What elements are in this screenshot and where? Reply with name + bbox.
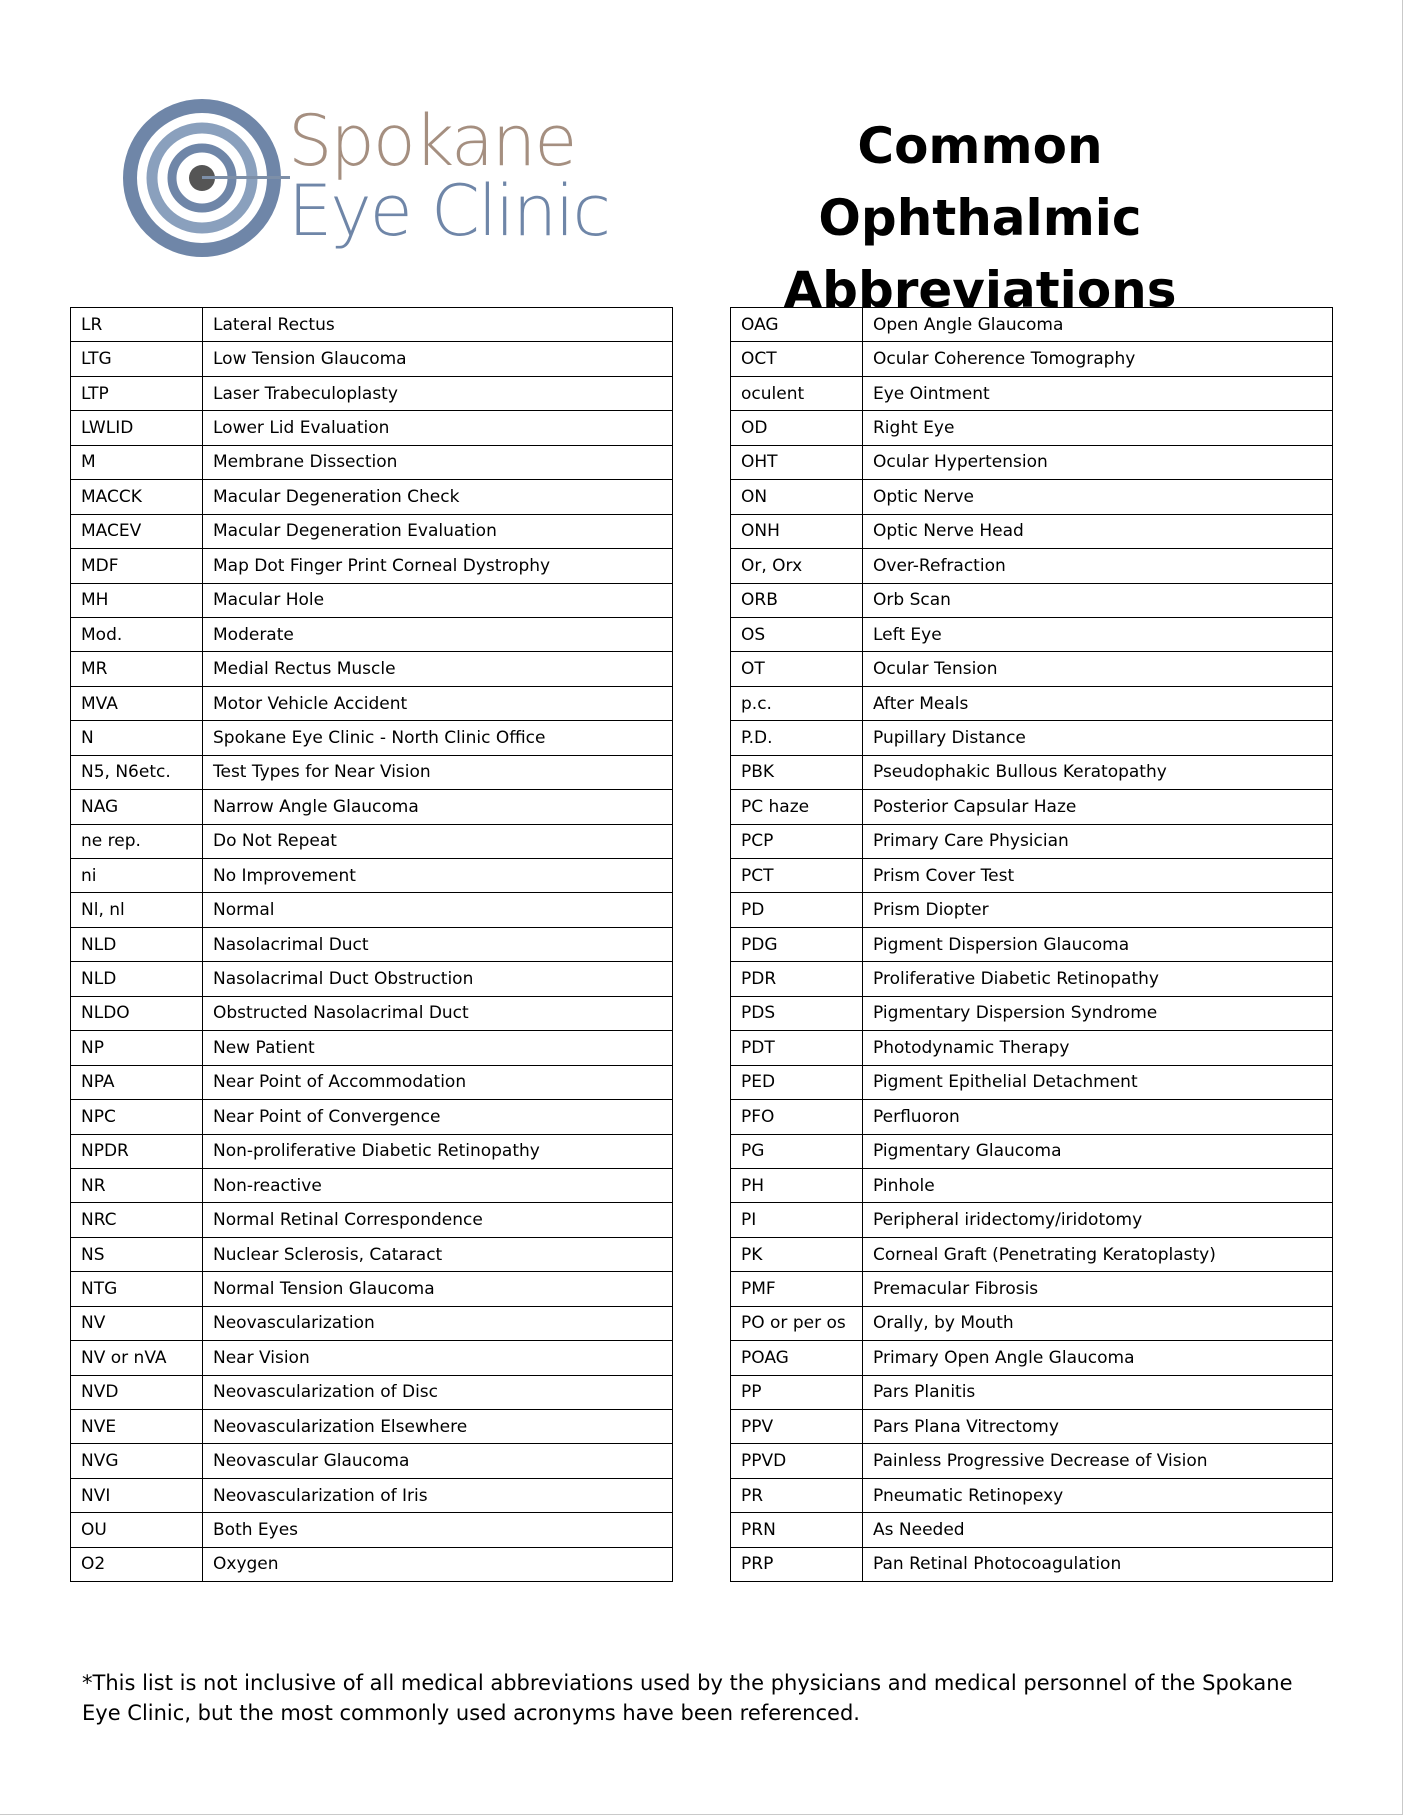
- table-row: [71, 411, 673, 445]
- table-row: [731, 1237, 1333, 1271]
- abbreviation-meaning: Open Angle Glaucoma: [863, 308, 1333, 342]
- abbreviation-code: OS: [731, 617, 863, 651]
- abbreviation-code: NR: [71, 1168, 203, 1202]
- abbreviation-meaning: Over-Refraction: [863, 549, 1333, 583]
- table-row: [731, 721, 1333, 755]
- logo-text-spokane: Spokane: [288, 100, 576, 182]
- abbreviation-meaning: After Meals: [863, 686, 1333, 720]
- abbreviation-meaning: Pars Planitis: [863, 1375, 1333, 1409]
- abbreviation-code: p.c.: [731, 686, 863, 720]
- table-row: [731, 411, 1333, 445]
- abbreviation-meaning: Neovascularization of Disc: [203, 1375, 673, 1409]
- table-row: [731, 1272, 1333, 1306]
- logo-text-eye-clinic: Eye Clinic: [288, 170, 610, 252]
- table-row: [731, 1341, 1333, 1375]
- table-row: [71, 583, 673, 617]
- table-row: [71, 893, 673, 927]
- abbreviation-code: Or, Orx: [731, 549, 863, 583]
- abbreviation-code: PDG: [731, 927, 863, 961]
- abbreviation-meaning: Motor Vehicle Accident: [203, 686, 673, 720]
- table-row: [731, 1478, 1333, 1512]
- abbreviation-code: OAG: [731, 308, 863, 342]
- abbreviation-meaning: Near Point of Accommodation: [203, 1065, 673, 1099]
- table-row: [71, 824, 673, 858]
- abbreviation-code: LTG: [71, 342, 203, 376]
- abbreviation-meaning: Both Eyes: [203, 1513, 673, 1547]
- abbreviation-meaning: Pigment Epithelial Detachment: [863, 1065, 1333, 1099]
- table-row: [731, 927, 1333, 961]
- abbreviation-code: PG: [731, 1134, 863, 1168]
- abbreviation-code: PPV: [731, 1410, 863, 1444]
- abbreviation-code: oculent: [731, 376, 863, 410]
- table-row: [731, 1065, 1333, 1099]
- abbreviation-code: NVI: [71, 1478, 203, 1512]
- table-row: [731, 1168, 1333, 1202]
- table-row: [731, 1031, 1333, 1065]
- table-row: [71, 1031, 673, 1065]
- abbreviation-meaning: Pigmentary Dispersion Syndrome: [863, 996, 1333, 1030]
- abbreviation-meaning: Obstructed Nasolacrimal Duct: [203, 996, 673, 1030]
- abbreviation-meaning: Perfluoron: [863, 1100, 1333, 1134]
- abbreviation-meaning: No Improvement: [203, 859, 673, 893]
- abbreviation-meaning: Left Eye: [863, 617, 1333, 651]
- abbreviation-code: MACCK: [71, 480, 203, 514]
- abbreviation-meaning: Do Not Repeat: [203, 824, 673, 858]
- abbreviation-code: LTP: [71, 376, 203, 410]
- abbreviation-meaning: Neovascularization of Iris: [203, 1478, 673, 1512]
- abbreviation-meaning: Orb Scan: [863, 583, 1333, 617]
- abbreviation-meaning: Lower Lid Evaluation: [203, 411, 673, 445]
- table-row: [731, 1547, 1333, 1581]
- abbreviation-code: Mod.: [71, 617, 203, 651]
- table-row: [71, 1375, 673, 1409]
- abbreviation-code: NLD: [71, 927, 203, 961]
- abbreviation-meaning: Oxygen: [203, 1547, 673, 1581]
- table-row: [71, 1203, 673, 1237]
- abbreviation-code: PRP: [731, 1547, 863, 1581]
- abbreviation-code: NS: [71, 1237, 203, 1271]
- abbreviation-code: NV: [71, 1306, 203, 1340]
- table-row: [71, 1100, 673, 1134]
- abbreviation-meaning: Test Types for Near Vision: [203, 755, 673, 789]
- table-row: [71, 514, 673, 548]
- table-row: [731, 824, 1333, 858]
- abbreviation-code: PFO: [731, 1100, 863, 1134]
- table-row: [71, 686, 673, 720]
- abbreviation-meaning: Painless Progressive Decrease of Vision: [863, 1444, 1333, 1478]
- abbreviation-code: PCP: [731, 824, 863, 858]
- abbreviation-code: PR: [731, 1478, 863, 1512]
- table-row: [71, 342, 673, 376]
- abbreviation-code: OD: [731, 411, 863, 445]
- table-row: [71, 480, 673, 514]
- abbreviation-meaning: Pan Retinal Photocoagulation: [863, 1547, 1333, 1581]
- table-row: [731, 1100, 1333, 1134]
- table-row: [71, 1410, 673, 1444]
- abbreviation-meaning: Macular Hole: [203, 583, 673, 617]
- abbreviation-meaning: Normal Tension Glaucoma: [203, 1272, 673, 1306]
- abbreviation-code: NPDR: [71, 1134, 203, 1168]
- abbreviation-meaning: Neovascularization Elsewhere: [203, 1410, 673, 1444]
- abbreviation-code: PPVD: [731, 1444, 863, 1478]
- abbreviation-meaning: Right Eye: [863, 411, 1333, 445]
- table-row: [731, 583, 1333, 617]
- table-row: [71, 1513, 673, 1547]
- abbreviation-code: NRC: [71, 1203, 203, 1237]
- abbreviation-code: NTG: [71, 1272, 203, 1306]
- table-row: [731, 480, 1333, 514]
- abbreviation-code: N5, N6etc.: [71, 755, 203, 789]
- table-row: [731, 1513, 1333, 1547]
- abbreviation-code: PH: [731, 1168, 863, 1202]
- table-row: [731, 859, 1333, 893]
- abbreviation-meaning: Pigmentary Glaucoma: [863, 1134, 1333, 1168]
- abbreviation-meaning: Neovascularization: [203, 1306, 673, 1340]
- abbreviation-meaning: Macular Degeneration Evaluation: [203, 514, 673, 548]
- abbreviation-table-right: [730, 307, 1333, 1582]
- abbreviation-code: PP: [731, 1375, 863, 1409]
- abbreviation-meaning: Nuclear Sclerosis, Cataract: [203, 1237, 673, 1271]
- table-row: [71, 1306, 673, 1340]
- abbreviation-meaning: Neovascular Glaucoma: [203, 1444, 673, 1478]
- table-row: [71, 790, 673, 824]
- abbreviation-code: NVG: [71, 1444, 203, 1478]
- footnote: *This list is not inclusive of all medical abbreviations used by the physicians and medical personnel of the Spokane Eye Clinic, but the most commonly used acronyms have been referenced.: [82, 1671, 1293, 1725]
- abbreviation-code: LWLID: [71, 411, 203, 445]
- abbreviation-code: PMF: [731, 1272, 863, 1306]
- abbreviation-meaning: Pigment Dispersion Glaucoma: [863, 927, 1333, 961]
- abbreviation-code: P.D.: [731, 721, 863, 755]
- abbreviation-meaning: Eye Ointment: [863, 376, 1333, 410]
- table-row: [731, 445, 1333, 479]
- abbreviation-code: NP: [71, 1031, 203, 1065]
- abbreviation-code: Nl, nl: [71, 893, 203, 927]
- abbreviation-code: MACEV: [71, 514, 203, 548]
- abbreviation-code: PI: [731, 1203, 863, 1237]
- table-row: [731, 1134, 1333, 1168]
- abbreviation-meaning: Macular Degeneration Check: [203, 480, 673, 514]
- abbreviation-code: OHT: [731, 445, 863, 479]
- abbreviation-meaning: Peripheral iridectomy/iridotomy: [863, 1203, 1333, 1237]
- abbreviation-code: ORB: [731, 583, 863, 617]
- title-line-2: Abbreviations: [783, 261, 1177, 319]
- table-row: [71, 1272, 673, 1306]
- table-row: [731, 342, 1333, 376]
- abbreviation-code: NLDO: [71, 996, 203, 1030]
- table-row: [71, 617, 673, 651]
- abbreviation-meaning: Prism Cover Test: [863, 859, 1333, 893]
- abbreviation-meaning: Pneumatic Retinopexy: [863, 1478, 1333, 1512]
- abbreviation-meaning: Membrane Dissection: [203, 445, 673, 479]
- abbreviation-meaning: Pars Plana Vitrectomy: [863, 1410, 1333, 1444]
- table-row: [71, 962, 673, 996]
- table-row: [71, 1168, 673, 1202]
- abbreviation-code: PED: [731, 1065, 863, 1099]
- abbreviation-meaning: As Needed: [863, 1513, 1333, 1547]
- abbreviation-table-left: [70, 307, 673, 1582]
- table-row: [731, 1375, 1333, 1409]
- table-row: [71, 859, 673, 893]
- clinic-logo: [120, 96, 610, 266]
- abbreviation-code: MDF: [71, 549, 203, 583]
- abbreviation-meaning: Near Vision: [203, 1341, 673, 1375]
- abbreviation-code: POAG: [731, 1341, 863, 1375]
- abbreviation-code: PK: [731, 1237, 863, 1271]
- table-row: [731, 1444, 1333, 1478]
- table-row: [731, 514, 1333, 548]
- abbreviation-code: PDR: [731, 962, 863, 996]
- abbreviation-code: MH: [71, 583, 203, 617]
- table-row: [71, 1547, 673, 1581]
- table-row: [71, 1065, 673, 1099]
- table-row: [71, 1134, 673, 1168]
- table-row: [71, 1237, 673, 1271]
- abbreviation-code: ONH: [731, 514, 863, 548]
- abbreviation-code: NAG: [71, 790, 203, 824]
- abbreviation-meaning: Primary Care Physician: [863, 824, 1333, 858]
- table-row: [71, 1444, 673, 1478]
- abbreviation-meaning: Lateral Rectus: [203, 308, 673, 342]
- abbreviation-meaning: Normal Retinal Correspondence: [203, 1203, 673, 1237]
- abbreviation-code: PD: [731, 893, 863, 927]
- table-row: [71, 721, 673, 755]
- abbreviation-code: PRN: [731, 1513, 863, 1547]
- table-row: [731, 790, 1333, 824]
- abbreviation-code: ni: [71, 859, 203, 893]
- abbreviation-code: NPA: [71, 1065, 203, 1099]
- abbreviation-meaning: Nasolacrimal Duct: [203, 927, 673, 961]
- abbreviation-code: M: [71, 445, 203, 479]
- table-row: [71, 927, 673, 961]
- abbreviation-meaning: Moderate: [203, 617, 673, 651]
- abbreviation-code: PO or per os: [731, 1306, 863, 1340]
- table-row: [731, 996, 1333, 1030]
- eye-swirl-icon: [120, 96, 290, 266]
- abbreviation-code: OT: [731, 652, 863, 686]
- table-row: [71, 445, 673, 479]
- table-row: [71, 755, 673, 789]
- document-title: [690, 110, 1270, 326]
- abbreviation-meaning: Nasolacrimal Duct Obstruction: [203, 962, 673, 996]
- table-row: [71, 996, 673, 1030]
- abbreviation-meaning: Laser Trabeculoplasty: [203, 376, 673, 410]
- abbreviation-meaning: Corneal Graft (Penetrating Keratoplasty): [863, 1237, 1333, 1271]
- table-row: [71, 1341, 673, 1375]
- abbreviation-code: OCT: [731, 342, 863, 376]
- abbreviation-code: PDT: [731, 1031, 863, 1065]
- abbreviation-code: LR: [71, 308, 203, 342]
- abbreviation-meaning: Primary Open Angle Glaucoma: [863, 1341, 1333, 1375]
- table-row: [731, 755, 1333, 789]
- table-row: [731, 308, 1333, 342]
- abbreviation-code: ON: [731, 480, 863, 514]
- abbreviation-meaning: Orally, by Mouth: [863, 1306, 1333, 1340]
- table-row: [71, 652, 673, 686]
- abbreviation-meaning: Spokane Eye Clinic - North Clinic Office: [203, 721, 673, 755]
- abbreviation-meaning: Prism Diopter: [863, 893, 1333, 927]
- abbreviation-meaning: Posterior Capsular Haze: [863, 790, 1333, 824]
- abbreviation-meaning: Non-proliferative Diabetic Retinopathy: [203, 1134, 673, 1168]
- abbreviation-code: O2: [71, 1547, 203, 1581]
- abbreviation-code: OU: [71, 1513, 203, 1547]
- abbreviation-meaning: Non-reactive: [203, 1168, 673, 1202]
- abbreviation-meaning: Ocular Hypertension: [863, 445, 1333, 479]
- abbreviation-meaning: Medial Rectus Muscle: [203, 652, 673, 686]
- table-row: [731, 686, 1333, 720]
- table-row: [731, 962, 1333, 996]
- abbreviation-code: NVE: [71, 1410, 203, 1444]
- abbreviation-code: N: [71, 721, 203, 755]
- abbreviation-meaning: Narrow Angle Glaucoma: [203, 790, 673, 824]
- table-row: [731, 1410, 1333, 1444]
- abbreviation-code: NVD: [71, 1375, 203, 1409]
- table-row: [731, 893, 1333, 927]
- abbreviation-meaning: New Patient: [203, 1031, 673, 1065]
- abbreviation-meaning: Pupillary Distance: [863, 721, 1333, 755]
- title-line-1: Common Ophthalmic: [818, 117, 1142, 247]
- table-row: [731, 1306, 1333, 1340]
- abbreviation-code: ne rep.: [71, 824, 203, 858]
- table-row: [71, 1478, 673, 1512]
- abbreviation-code: MVA: [71, 686, 203, 720]
- abbreviation-code: MR: [71, 652, 203, 686]
- abbreviation-meaning: Near Point of Convergence: [203, 1100, 673, 1134]
- table-row: [71, 549, 673, 583]
- abbreviation-code: PDS: [731, 996, 863, 1030]
- abbreviation-meaning: Photodynamic Therapy: [863, 1031, 1333, 1065]
- table-row: [731, 617, 1333, 651]
- abbreviation-meaning: Premacular Fibrosis: [863, 1272, 1333, 1306]
- abbreviation-meaning: Pinhole: [863, 1168, 1333, 1202]
- abbreviation-meaning: Ocular Coherence Tomography: [863, 342, 1333, 376]
- table-row: [731, 549, 1333, 583]
- abbreviation-code: NPC: [71, 1100, 203, 1134]
- abbreviation-meaning: Map Dot Finger Print Corneal Dystrophy: [203, 549, 673, 583]
- abbreviation-code: PCT: [731, 859, 863, 893]
- abbreviation-meaning: Proliferative Diabetic Retinopathy: [863, 962, 1333, 996]
- abbreviation-code: NV or nVA: [71, 1341, 203, 1375]
- abbreviation-code: NLD: [71, 962, 203, 996]
- table-row: [71, 308, 673, 342]
- abbreviation-meaning: Ocular Tension: [863, 652, 1333, 686]
- abbreviation-code: PBK: [731, 755, 863, 789]
- abbreviation-meaning: Optic Nerve: [863, 480, 1333, 514]
- abbreviation-meaning: Pseudophakic Bullous Keratopathy: [863, 755, 1333, 789]
- table-row: [731, 652, 1333, 686]
- abbreviation-meaning: Low Tension Glaucoma: [203, 342, 673, 376]
- abbreviation-meaning: Normal: [203, 893, 673, 927]
- table-row: [731, 1203, 1333, 1237]
- abbreviation-code: PC haze: [731, 790, 863, 824]
- table-row: [71, 376, 673, 410]
- table-row: [731, 376, 1333, 410]
- abbreviation-meaning: Optic Nerve Head: [863, 514, 1333, 548]
